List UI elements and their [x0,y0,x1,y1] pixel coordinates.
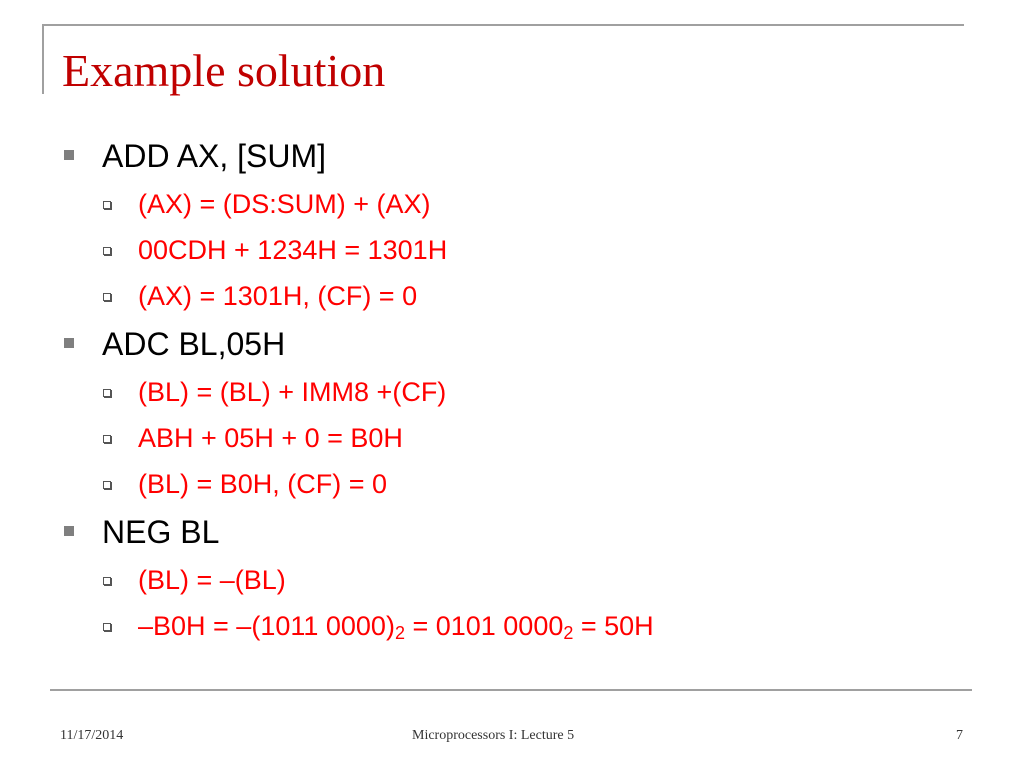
bullet-item-add [62,132,982,182]
slide-body [62,132,982,650]
sub-item-text: (BL) = –(BL) [138,565,286,595]
box-bullet-icon [103,293,111,301]
sub-item-text: (AX) = 1301H, (CF) = 0 [138,281,418,311]
bullet-text: ADD AX, [SUM] [102,138,327,174]
bullet-item-neg [62,508,982,558]
subscript-base: 2 [563,623,574,643]
subscript-base: 2 [394,623,405,643]
frame-top-rule [42,24,964,26]
sub-item [62,274,982,320]
square-bullet-icon [64,150,74,160]
bullet-item-adc [62,320,982,370]
slide-number: 7 [956,728,963,743]
sub-item [62,182,982,228]
sub-item-text: 00CDH + 1234H = 1301H [138,235,448,265]
box-bullet-icon [103,623,111,631]
box-bullet-icon [103,435,111,443]
frame-left-rule [42,24,44,94]
sub-item-text: (BL) = B0H, (CF) = 0 [138,469,388,499]
sub-item [62,462,982,508]
expr-part: = 50H [573,611,654,641]
slide-title: Example solution [62,45,386,96]
box-bullet-icon [103,389,111,397]
footer-date: 11/17/2014 [60,728,124,743]
box-bullet-icon [103,577,111,585]
bullet-text: NEG BL [102,514,220,550]
box-bullet-icon [103,247,111,255]
sub-item-binary [62,604,982,650]
sub-item [62,228,982,274]
sub-item [62,558,982,604]
expr-part: –B0H = –(1011 0000) [138,611,395,641]
sub-item [62,370,982,416]
sub-item-text: (BL) = (BL) + IMM8 +(CF) [138,377,447,407]
box-bullet-icon [103,201,111,209]
sub-item-text: ABH + 05H + 0 = B0H [138,423,403,453]
box-bullet-icon [103,481,111,489]
square-bullet-icon [64,526,74,536]
sub-item [62,416,982,462]
footer-rule [50,689,972,691]
bullet-text: ADC BL,05H [102,326,286,362]
square-bullet-icon [64,338,74,348]
footer-title: Microprocessors I: Lecture 5 [412,728,575,743]
sub-item-text: (AX) = (DS:SUM) + (AX) [138,189,431,219]
expr-part: = 0101 0000 [404,611,564,641]
